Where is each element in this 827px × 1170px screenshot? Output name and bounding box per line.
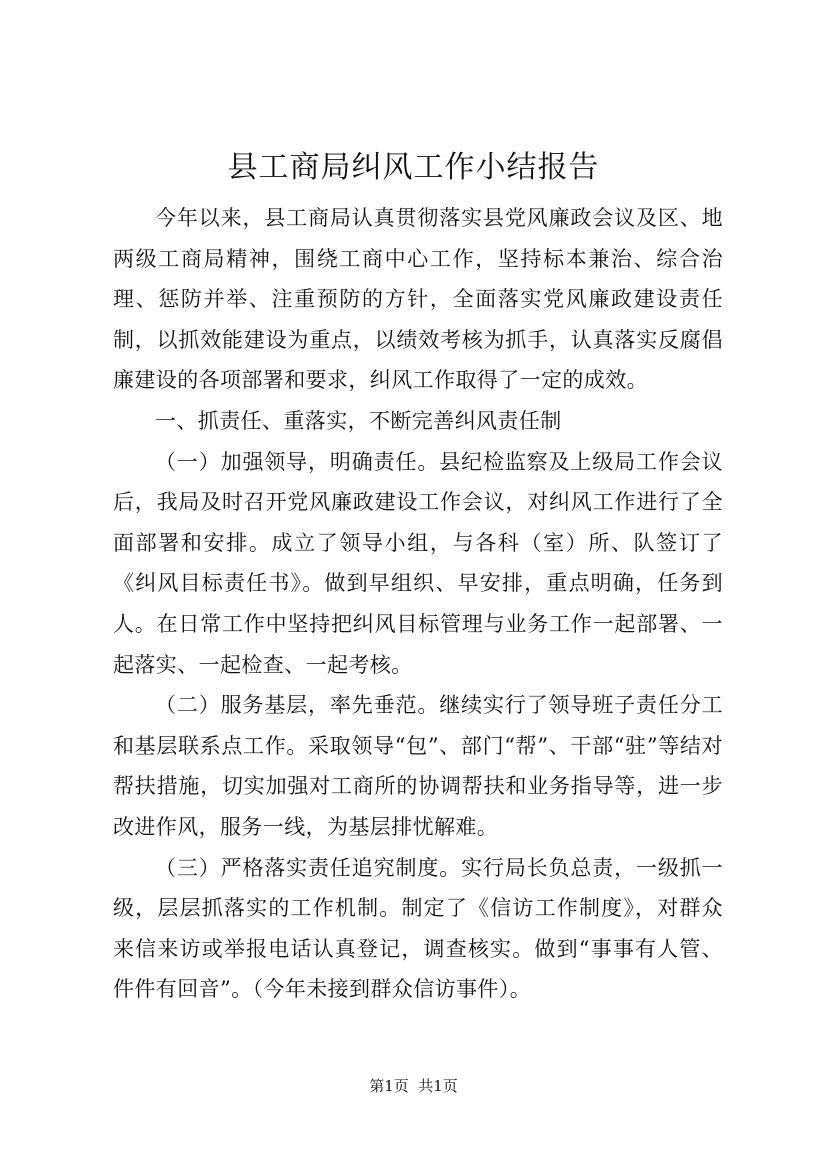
page-number: 第1页 共1页 [369, 1077, 458, 1095]
document-title: 县工商局纠风工作小结报告 [227, 150, 600, 185]
section-heading-1: 一、抓责任、重落实，不断完善纠风责任制 [155, 408, 562, 433]
paragraph-leadership: （一）加强领导，明确责任。县纪检监察及上级局工作会议后，我局及时召开党风廉政建设工作会议，对纠风工作进行了全面部署和安排。成立了领导小组，与各科（室）所、队签订了《纠风目标责任书》。做到早组织、早安排，重点明确，任务到人。在日常工作中坚持把纠风目标管理与业务工作一起部署、一起落实、一起检查、一起考核。 [113, 449, 723, 677]
paragraph-intro: 今年以来，县工商局认真贯彻落实县党风廉政会议及区、地两级工商局精神，围绕工商中心工作，坚持标本兼治、综合治理、惩防并举、注重预防的方针，全面落实党风廉政建设责任制，以抓效能建设为重点，以绩效考核为抓手，认真落实反腐倡廉建设的各项部署和要求，纠风工作取得了一定的成效。 [113, 206, 723, 393]
document-body [113, 198, 723, 1010]
paragraph-grassroots: （二）服务基层，率先垂范。继续实行了领导班子责任分工和基层联系点工作。采取领导“包”、部门“帮”、干部“驻”等结对帮扶措施，切实加强对工商所的协调帮扶和业务指导等，进一步改进作风，服务一线，为基层排忧解难。 [113, 693, 723, 839]
page-footer [0, 1076, 827, 1096]
paragraph-accountability: （三）严格落实责任追究制度。实行局长负总责，一级抓一级，层层抓落实的工作机制。制定了《信访工作制度》，对群众来信来访或举报电话认真登记，调查核实。做到“事事有人管、件件有回音”。（今年未接到群众信访事件）。 [113, 855, 723, 1002]
